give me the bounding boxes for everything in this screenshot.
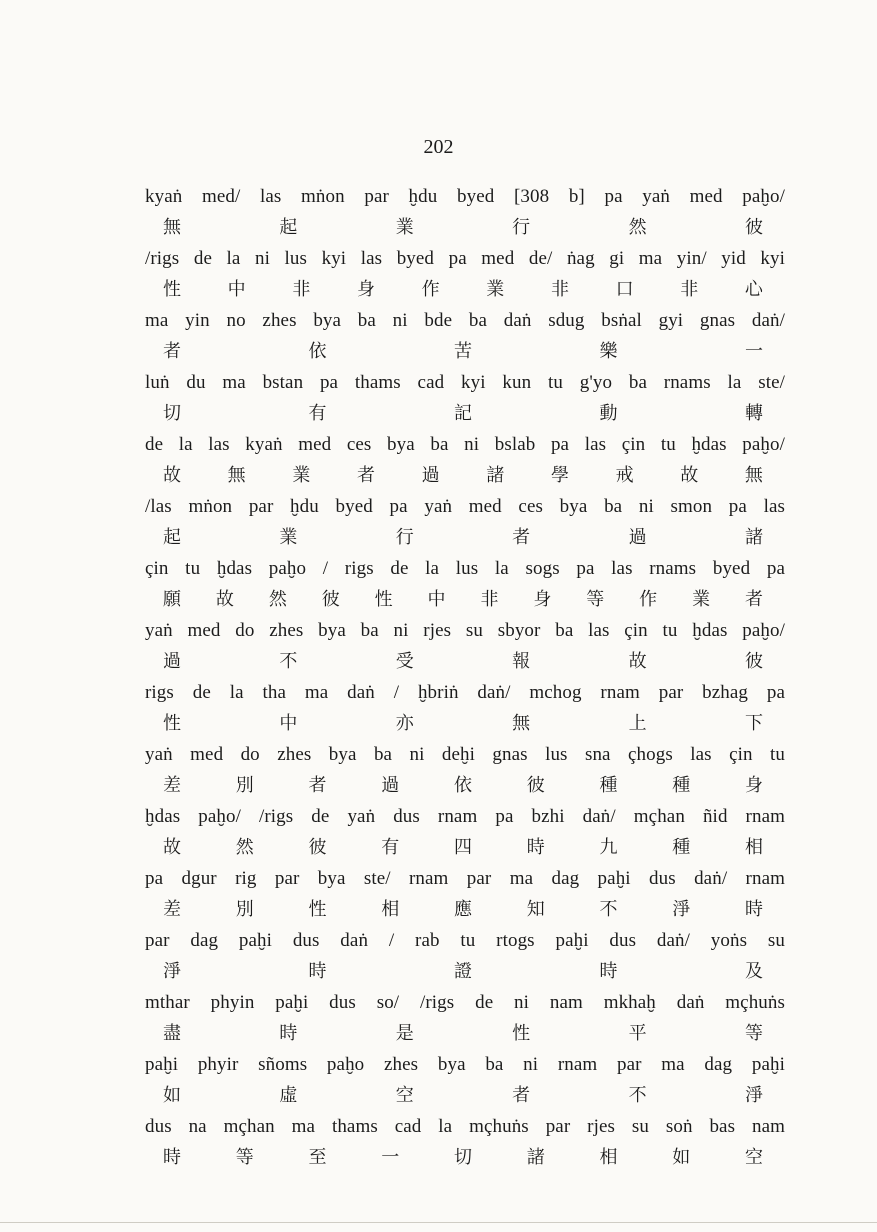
chinese-character: 業 [292,465,311,486]
chinese-character: 差 [163,899,181,920]
text-line-pair [145,308,785,370]
chinese-character: 業 [692,589,711,610]
chinese-character: 及 [745,961,763,982]
chinese-character: 動 [599,403,618,424]
chinese-character: 依 [454,775,472,796]
chinese-character: 種 [599,775,618,796]
chinese-character: 等 [586,589,605,610]
text-line-pair [145,556,785,618]
chinese-character: 時 [745,899,763,920]
chinese-character: 切 [163,403,181,424]
chinese-character: 者 [308,775,327,796]
chinese-character: 不 [628,1085,647,1106]
chinese-character: 故 [628,651,647,672]
chinese-character: 非 [680,279,699,300]
tibetan-line: /rigs de la ni lus kyi las byed pa med de/ ṅag gi ma yin/ yid kyi [145,248,785,269]
text-line-pair [145,866,785,928]
chinese-character: 下 [744,713,763,734]
chinese-character: 起 [279,217,298,238]
chinese-character: 空 [395,1085,414,1106]
text-line-pair [145,1052,785,1114]
tibetan-line: ma yin no zhes bya ba ni bde ba daṅ sdug bsṅal gyi gnas daṅ/ [145,310,785,331]
tibetan-line: /las mṅon par ḫdu byed pa yaṅ med ces bya ba ni smon pa las [145,496,785,517]
chinese-gloss-line [163,1022,763,1046]
chinese-character: 不 [599,899,618,920]
text-line-pair [145,742,785,804]
chinese-character: 心 [744,279,763,300]
text-line-pair [145,804,785,866]
chinese-character: 行 [395,527,414,548]
chinese-character: 口 [615,279,634,300]
chinese-character: 如 [163,1085,181,1106]
tibetan-line: mthar phyin paḫi dus so/ /rigs de ni nam mkhaḫ daṅ mçhuṅs [145,992,785,1013]
chinese-character: 切 [454,1147,472,1168]
chinese-character: 報 [512,651,531,672]
chinese-character: 過 [163,651,181,672]
chinese-character: 受 [395,651,414,672]
text-line-pair [145,680,785,742]
chinese-character: 九 [599,837,618,858]
chinese-character: 非 [550,279,569,300]
chinese-gloss-line [163,650,763,674]
tibetan-line: par dag paḫi dus daṅ / rab tu rtogs paḫi dus daṅ/ yoṅs su [145,930,785,951]
chinese-character: 四 [454,837,472,858]
tibetan-line: yaṅ med do zhes bya ba ni rjes su sbyor ba las çin tu ḫdas paḫo/ [145,620,785,641]
chinese-character: 彼 [744,217,763,238]
chinese-character: 作 [639,589,658,610]
chinese-character: 時 [599,961,618,982]
tibetan-line: luṅ du ma bstan pa thams cad kyi kun tu g'yo ba rnams la ste/ [145,372,785,393]
chinese-character: 種 [672,775,691,796]
chinese-gloss-line [163,464,763,488]
text-line-pair [145,618,785,680]
text-line-pair [145,1114,785,1176]
page-number: 202 [423,136,454,158]
chinese-gloss-line [163,1084,763,1108]
chinese-character: 非 [480,589,499,610]
chinese-character: 中 [279,713,298,734]
chinese-character: 身 [356,279,375,300]
chinese-character: 平 [628,1023,647,1044]
chinese-character: 應 [454,899,472,920]
chinese-gloss-line [163,216,763,240]
chinese-gloss-line [163,340,763,364]
chinese-character: 願 [163,589,181,610]
chinese-character: 彼 [744,651,763,672]
chinese-character: 別 [235,775,254,796]
chinese-character: 如 [672,1147,691,1168]
chinese-character: 諸 [526,1147,545,1168]
tibetan-line: ḫdas paḫo/ /rigs de yaṅ dus rnam pa bzhi daṅ/ mçhan ñid rnam [145,806,785,827]
chinese-gloss-line [163,712,763,736]
chinese-gloss-line [163,836,763,860]
chinese-character: 故 [680,465,699,486]
chinese-character: 起 [163,527,181,548]
chinese-character: 虛 [279,1085,298,1106]
chinese-character: 身 [533,589,552,610]
chinese-character: 上 [628,713,647,734]
chinese-character: 時 [279,1023,298,1044]
chinese-gloss-line [163,588,763,612]
text-line-pair [145,370,785,432]
chinese-character: 諸 [486,465,505,486]
chinese-character: 時 [526,837,545,858]
chinese-gloss-line [163,898,763,922]
chinese-character: 轉 [745,403,763,424]
chinese-gloss-line [163,402,763,426]
chinese-character: 然 [268,589,287,610]
chinese-character: 業 [279,527,298,548]
chinese-character: 者 [163,341,181,362]
chinese-character: 別 [235,899,254,920]
chinese-character: 盡 [163,1023,181,1044]
chinese-character: 有 [308,403,327,424]
chinese-character: 至 [308,1147,327,1168]
chinese-character: 有 [381,837,400,858]
chinese-character: 無 [227,465,246,486]
chinese-character: 差 [163,775,181,796]
chinese-character: 彼 [308,837,327,858]
chinese-character: 然 [235,837,254,858]
chinese-character: 知 [526,899,545,920]
chinese-character: 諸 [744,527,763,548]
chinese-character: 一 [745,341,763,362]
chinese-character: 性 [374,589,393,610]
chinese-character: 時 [308,961,327,982]
chinese-character: 學 [550,465,569,486]
chinese-character: 者 [744,589,763,610]
chinese-character: 中 [427,589,446,610]
chinese-character: 非 [292,279,311,300]
chinese-character: 性 [163,279,181,300]
chinese-character: 身 [745,775,763,796]
chinese-character: 業 [486,279,505,300]
chinese-gloss-line [163,278,763,302]
chinese-character: 者 [512,1085,531,1106]
chinese-character: 過 [421,465,440,486]
chinese-character: 者 [512,527,531,548]
chinese-character: 苦 [454,341,472,362]
text-line-pair [145,184,785,246]
chinese-character: 故 [163,465,181,486]
tibetan-line: pa dgur rig par bya ste/ rnam par ma dag paḫi dus daṅ/ rnam [145,868,785,889]
tibetan-line: kyaṅ med/ las mṅon par ḫdu byed [308 b] pa yaṅ med paḫo/ [145,186,785,207]
chinese-character: 證 [454,961,472,982]
chinese-character: 相 [745,837,763,858]
chinese-character: 故 [215,589,234,610]
chinese-character: 中 [227,279,246,300]
chinese-character: 記 [454,403,472,424]
chinese-character: 等 [744,1023,763,1044]
chinese-character: 過 [381,775,400,796]
tibetan-line: dus na mçhan ma thams cad la mçhuṅs par rjes su soṅ bas nam [145,1116,785,1137]
tibetan-line: çin tu ḫdas paḫo / rigs de la lus la sogs pa las rnams byed pa [145,558,785,579]
chinese-character: 然 [628,217,647,238]
chinese-character: 是 [395,1023,414,1044]
chinese-gloss-line [163,1146,763,1170]
chinese-character: 淨 [744,1085,763,1106]
tibetan-line: de la las kyaṅ med ces bya ba ni bslab pa las çin tu ḫdas paḫo/ [145,434,785,455]
chinese-character: 故 [163,837,181,858]
chinese-character: 無 [163,217,181,238]
chinese-character: 等 [235,1147,254,1168]
text-line-pair [145,494,785,556]
chinese-character: 性 [512,1023,531,1044]
text-line-pair [145,432,785,494]
chinese-gloss-line [163,960,763,984]
chinese-character: 一 [381,1147,400,1168]
chinese-character: 不 [279,651,298,672]
chinese-character: 無 [512,713,531,734]
chinese-gloss-line [163,526,763,550]
chinese-character: 彼 [321,589,340,610]
chinese-character: 業 [395,217,414,238]
chinese-character: 者 [356,465,375,486]
chinese-character: 作 [421,279,440,300]
chinese-character: 無 [744,465,763,486]
chinese-character: 依 [308,341,327,362]
chinese-character: 種 [672,837,691,858]
chinese-character: 空 [745,1147,763,1168]
chinese-character: 過 [628,527,647,548]
chinese-character: 淨 [163,961,181,982]
chinese-character: 行 [512,217,531,238]
chinese-character: 性 [308,899,327,920]
chinese-character: 相 [599,1147,618,1168]
chinese-character: 相 [381,899,400,920]
tibetan-line: yaṅ med do zhes bya ba ni deḫi gnas lus sna çhogs las çin tu [145,744,785,765]
text-line-pair [145,928,785,990]
chinese-character: 彼 [526,775,545,796]
bilingual-text-body [145,184,785,1176]
chinese-character: 戒 [615,465,634,486]
page-bottom-edge [0,1222,877,1223]
text-line-pair [145,246,785,308]
chinese-character: 性 [163,713,181,734]
tibetan-line: paḫi phyir sñoms paḫo zhes bya ba ni rnam par ma dag paḫi [145,1054,785,1075]
tibetan-line: rigs de la tha ma daṅ / ḫbriṅ daṅ/ mchog rnam par bzhag pa [145,682,785,703]
chinese-character: 淨 [672,899,691,920]
chinese-character: 時 [163,1147,181,1168]
chinese-character: 樂 [599,341,618,362]
text-line-pair [145,990,785,1052]
chinese-character: 亦 [395,713,414,734]
chinese-gloss-line [163,774,763,798]
